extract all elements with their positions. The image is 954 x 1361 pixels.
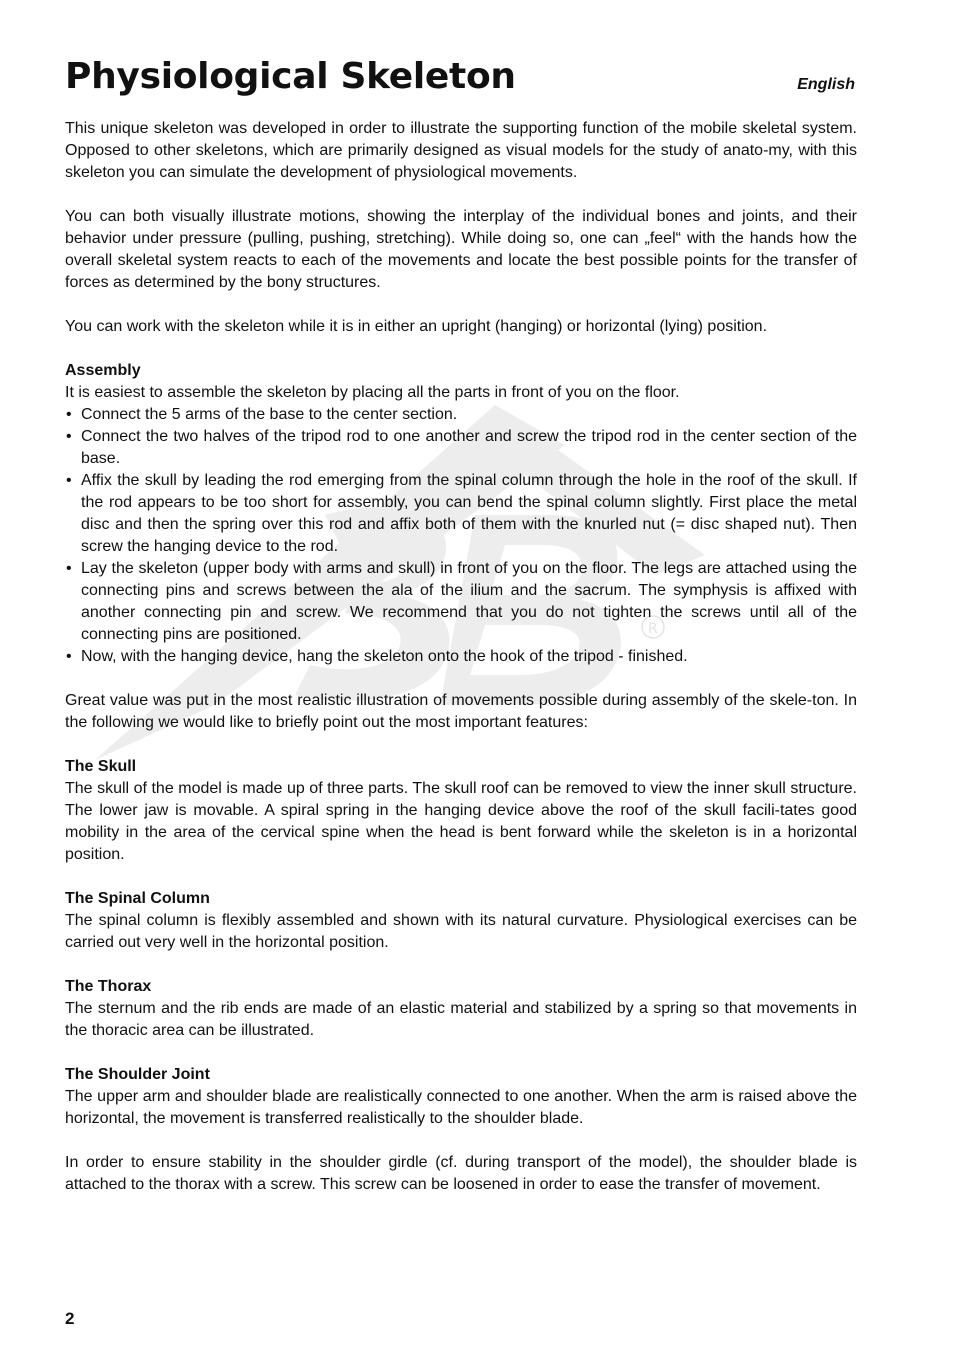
spinal-column-paragraph: The spinal column is flexibly assembled and shown with its natural curvature. Physiological exercises can be carried out very well in the horizontal position. (65, 912, 857, 951)
intro-paragraph-1: This unique skeleton was developed in order to illustrate the supporting function of the mobile skeletal system. Opposed to other skeletons, which are primarily designed as visual models for the study of anato-my, with this skeleton you can simulate the development of physiological movements. (65, 120, 857, 181)
assembly-step-5: • Now, with the hanging device, hang the skeleton onto the hook of the tripod - finished. (65, 646, 857, 668)
intro-paragraph-2: You can both visually illustrate motions, showing the interplay of the individual bones and joints, and their behavior under pressure (pulling, pushing, stretching). While doing so, one can „feel“ with the hands how the overall skeletal system reacts to each of the movements and locate the best possible points for the transfer of forces as determined by the bony structures. (65, 208, 857, 291)
shoulder-joint-paragraph-1: The upper arm and shoulder blade are realistically connected to one another. When the arm is raised above the horizontal, the movement is transferred realistically to the shoulder blade. (65, 1088, 857, 1127)
shoulder-joint-paragraph-2: In order to ensure stability in the shoulder girdle (cf. during transport of the model), the shoulder blade is attached to the thorax with a screw. This screw can be loosened in order to ease the transfer of movement. (65, 1154, 857, 1193)
features-intro-paragraph: Great value was put in the most realistic illustration of movements possible during assembly of the skele-ton. In the following we would like to briefly point out the most important features: (65, 692, 857, 731)
shoulder-joint-heading: The Shoulder Joint (65, 1066, 210, 1083)
assembly-step-4: • Lay the skeleton (upper body with arms and skull) in front of you on the floor. The legs are attached using the connecting pins and screws between the ala of the ilium and the sacrum. The symphysis is affixed with another connecting pin and screw. We recommend that you do not tighten the screws until all of the connecting pins are positioned. (65, 558, 857, 646)
intro-paragraph-3: You can work with the skeleton while it is in either an upright (hanging) or horizontal (lying) position. (65, 318, 768, 335)
assembly-step-1: • Connect the 5 arms of the base to the center section. (65, 404, 857, 426)
assembly-step-3: • Affix the skull by leading the rod emerging from the spinal column through the hole in the roof of the skull. If the rod appears to be too short for assembly, you can bend the spinal column slightly. First place the metal disc and then the spring over this rod and affix both of them with the knurled nut (= disc shaped nut). Then screw the hanging device to the rod. (65, 470, 857, 558)
page-header (65, 55, 857, 107)
skull-heading: The Skull (65, 758, 137, 775)
assembly-step-2: • Connect the two halves of the tripod rod to one another and screw the tripod rod in the center section of the base. (65, 426, 857, 470)
spinal-column-heading: The Spinal Column (65, 890, 210, 907)
page-number: 2 (65, 1309, 75, 1328)
thorax-heading: The Thorax (65, 978, 152, 995)
svg-text:R: R (648, 621, 658, 637)
assembly-heading: Assembly (65, 362, 141, 379)
language-label: English (797, 76, 855, 93)
document-body (65, 118, 857, 1196)
skull-paragraph: The skull of the model is made up of three parts. The skull roof can be removed to view the inner skull structure. The lower jaw is movable. A spiral spring in the hanging device above the roof of the skull facili-tates good mobility in the area of the cervical spine when the head is bent forward while the skeleton is in a horizontal position. (65, 780, 857, 863)
assembly-intro: It is easiest to assemble the skeleton by placing all the parts in front of you on the floor. (65, 384, 680, 401)
assembly-steps-list (65, 404, 857, 668)
page-title: Physiological Skeleton (65, 56, 516, 97)
document-page (65, 55, 857, 1218)
thorax-paragraph: The sternum and the rib ends are made of an elastic material and stabilized by a spring so that movements in the thoracic area can be illustrated. (65, 1000, 857, 1039)
